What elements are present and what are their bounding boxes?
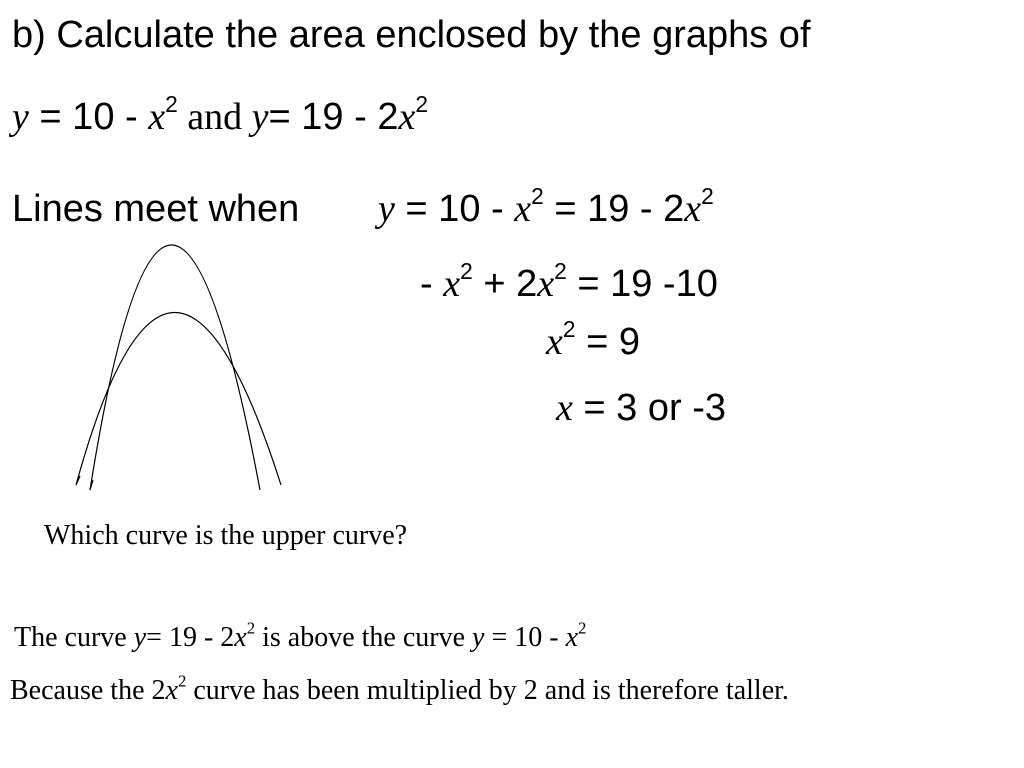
because-text: [10, 671, 789, 706]
because-x: x: [165, 675, 178, 706]
because-e: 2: [177, 671, 187, 691]
step2-c: = 9: [575, 321, 641, 363]
step3-x: x: [556, 387, 573, 429]
step1-e2: 2: [554, 257, 567, 284]
answer-a3: is above the curve: [255, 622, 473, 653]
eq2-y: y: [251, 96, 269, 138]
answer-e2: 2: [578, 618, 587, 638]
step3-c: = 3 or -3: [572, 387, 727, 429]
eq2-exponent: 2: [415, 90, 429, 117]
answer-a4: = 10 -: [484, 622, 566, 653]
step1-x2: x: [537, 263, 555, 305]
because-b2: curve has been multiplied by 2 and is therefore taller.: [186, 675, 789, 706]
step1-a: -: [420, 263, 444, 305]
answer-e1: 2: [246, 618, 256, 638]
answer-y2: y: [472, 622, 485, 653]
question-label: Which curve is the upper curve?: [44, 520, 408, 551]
answer-x2: x: [565, 622, 579, 653]
because-b1: Because the 2: [10, 675, 166, 706]
question-text: [44, 522, 407, 550]
answer-x1: x: [234, 622, 247, 653]
step1-c: = 19 -10: [566, 263, 718, 305]
step1-x1: x: [443, 263, 461, 305]
meet-label-text: Lines meet when: [12, 188, 300, 230]
step2-x: x: [546, 321, 563, 363]
answer-y1: y: [133, 622, 147, 653]
step1-b: + 2: [472, 263, 538, 305]
problem-text: b) Calculate the area enclosed by the graphs of: [12, 14, 811, 56]
meet-part1: = 10 -: [394, 188, 515, 230]
eq2-x: x: [398, 96, 416, 138]
eq1-rest: = 10 -: [28, 96, 149, 138]
meet-exp1: 2: [531, 182, 544, 209]
step2-e: 2: [562, 315, 576, 342]
step1-e1: 2: [460, 257, 473, 284]
eq1-exponent: 2: [165, 90, 178, 117]
answer-a1: The curve: [14, 622, 134, 653]
meet-part2: = 19 - 2: [543, 188, 685, 230]
meet-exp2: 2: [701, 182, 714, 209]
tall-parabola-curve: [90, 245, 260, 490]
eq2-rest: = 19 - 2: [268, 96, 399, 138]
eq1-x: x: [148, 96, 166, 138]
eq1-y: y: [12, 96, 29, 138]
answer-a2: = 19 - 2: [146, 622, 235, 653]
and-word: and: [177, 96, 252, 138]
meet-x1: x: [514, 188, 532, 230]
answer-text: [14, 618, 587, 653]
meet-x2: x: [684, 188, 702, 230]
meet-y: y: [378, 188, 395, 230]
